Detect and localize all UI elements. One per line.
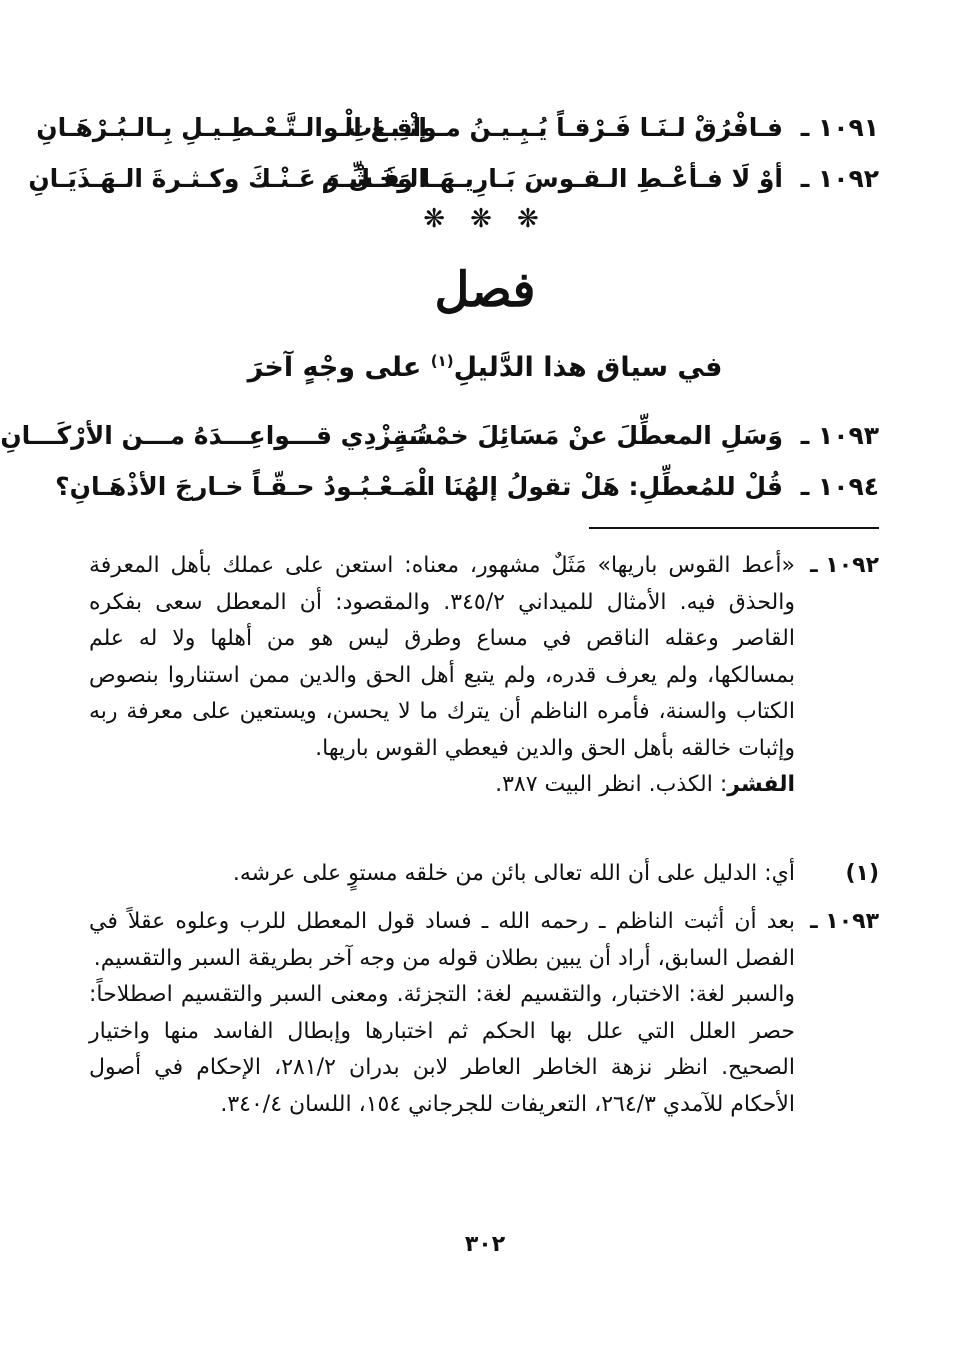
verse-number: ١٠٩٢ ـ <box>800 163 879 193</box>
footnote-text: «أعط القوس باريها» مَثَلٌ مشهور، معناه: استعن على عملك بأهل المعرفة والحذق فيه. الأمثال للميداني ٣٤٥/٢. والمقصود: أن المعطل سعى بفكره القاصر وعقله الناقص في مساع وطرق ليس هو من أهلها ولا له علم بمسالكها، ولم يعرف قدره، ولم يتبع أهل الحق والدين ممن استناروا بنصوص الكتاب والسنة، فأمره الناظم أن يترك ما لا يحسن، ويستعين على معرفة ربه وإثبات خالقه بأهل الحق والدين فيعطي القوس باريها. <box>89 553 795 761</box>
verse-second-hemistich: تُـــزْدِي قـــواعِـــدَهُ مـــن الأرْكَـــانِ <box>0 420 427 450</box>
verse-first-hemistich: قُلْ للمُعطِّلِ: هَلْ تقولُ إلهُنَا الْـ <box>408 471 783 501</box>
footnote-text: بعد أن أثبت الناظم ـ رحمه الله ـ فساد قول المعطل للرب وعلوه عقلاً في الفصل السابق، أراد أن يبين بطلان قوله من وجه آخر بطريقة السبر والتقسيم. <box>89 909 795 971</box>
footnote-text-continued: والسبر لغة: الاختبار، والتقسيم لغة: التجزئة. ومعنى السبر والتقسيم اصطلاحاً: حصر العلل التي علل بها الحكم ثم اختبارها وإبطال الفاسد منها واختيار الصحيح. انظر نزهة الخاطر العاطر لابن بدران ٢٨١/٢، الإحكام في أصول الأحكام للآمدي ٢٦٤/٣، التعريفات للجرجاني ١٥٤، اللسان ٣٤٠/٤. <box>89 982 795 1117</box>
verse-first-hemistich: فـافْرُقْ لـنَـا فَـرْقـاً يُـبِـيـنُ مـواقِـعَ الْـ <box>335 112 783 142</box>
verse-second-hemistich: ـمَـعْـبُـودُ حـقّـاً خـارجَ الأذْهَـانِ؟ <box>55 471 427 501</box>
footnote-label: ١٠٩٣ ـ <box>810 909 879 934</box>
footnote-1092 <box>89 548 879 804</box>
subtitle-text-end: على وجْهٍ آخرَ <box>247 352 422 383</box>
verse-1092 <box>28 155 879 201</box>
footnote-ref: (١) <box>430 352 454 370</box>
footnote-divider <box>589 527 879 529</box>
verse-1093 <box>0 412 879 458</box>
footnote-text: أي: الدليل على أن الله تعالى بائن من خلقه مستوٍ على عرشه. <box>232 861 795 886</box>
section-separator: ❋ ❋ ❋ <box>423 204 547 234</box>
footnote-label: (١) <box>845 861 879 886</box>
footnote-1093 <box>89 904 879 1123</box>
footnote-1 <box>89 856 879 893</box>
verse-number: ١٠٩٣ ـ <box>800 420 879 450</box>
footnote-term-line <box>89 767 795 804</box>
verse-second-hemistich: الـفَـشْـرَ عَـنْـكَ وكـثـرةَ الـهَـذَيَـانِ <box>28 163 427 193</box>
verse-number: ١٠٩١ ـ <box>800 112 879 142</box>
section-title: فصل <box>434 262 536 318</box>
subtitle-text: في سياق هذا الدَّليلِ <box>453 352 723 383</box>
verse-1091 <box>36 104 879 150</box>
verse-first-hemistich: أوْ لَا فـأعْـطِ الـقـوسَ بَـارِيـهَـا وَخَـلِّ م <box>321 163 783 193</box>
footnote-label: ١٠٩٢ ـ <box>810 553 879 578</box>
section-subtitle <box>3 352 967 383</box>
footnote-term-definition: : الكذب. انظر البيت ٣٨٧. <box>495 772 728 797</box>
verse-number: ١٠٩٤ ـ <box>800 471 879 501</box>
verse-second-hemistich: إثْـبـاتِ والـتَّـعْـطِـيـلِ بِـالـبُـرْهَـانِ <box>36 112 427 142</box>
page-number: ٣٠٢ <box>464 1232 506 1257</box>
footnote-term: الفشر <box>727 772 795 797</box>
verse-1094 <box>55 463 879 509</box>
verse-first-hemistich: وَسَلِ المعطِّلَ عنْ مَسَائِلَ خمْسَةٍ <box>393 420 783 450</box>
